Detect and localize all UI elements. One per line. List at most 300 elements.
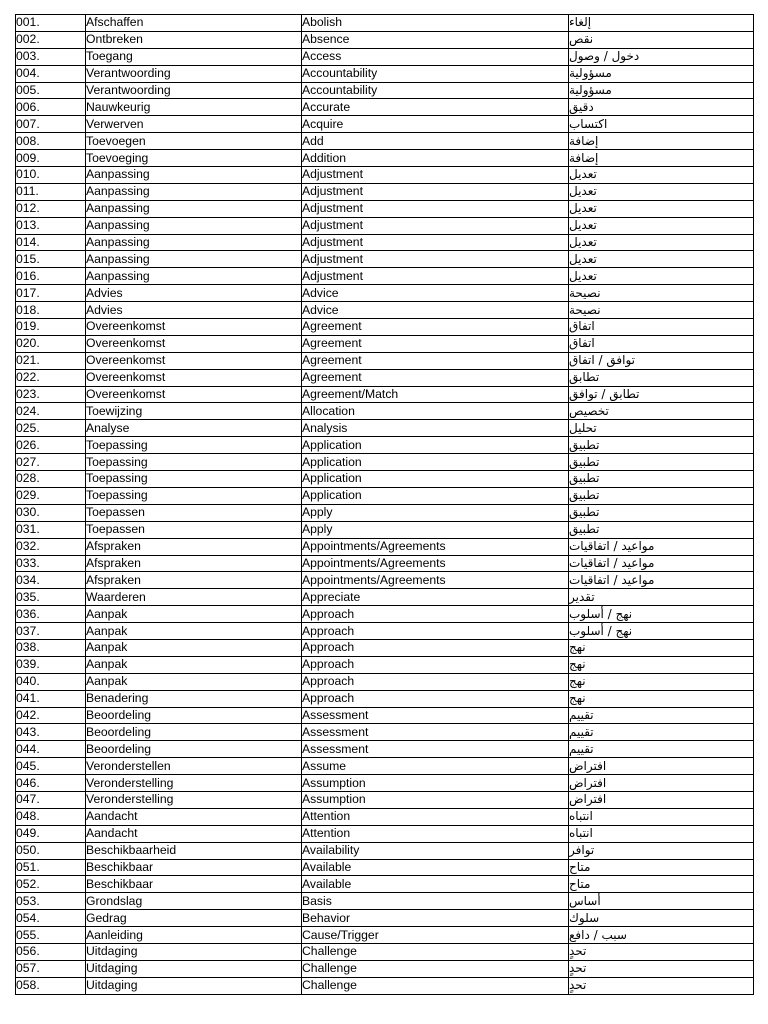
english-term-cell	[302, 707, 569, 724]
entry-number-cell	[16, 927, 86, 944]
table-row	[16, 504, 754, 521]
dutch-term: Aanpak	[86, 657, 128, 672]
entry-number-cell	[16, 960, 86, 977]
dutch-term-cell	[86, 48, 302, 65]
entry-number: 046.	[16, 775, 40, 790]
dutch-term-cell	[86, 420, 302, 437]
dutch-term-cell	[86, 943, 302, 960]
english-term: Attention	[302, 809, 351, 824]
table-row	[16, 167, 754, 184]
entry-number-cell	[16, 183, 86, 200]
english-term-cell	[302, 302, 569, 319]
dutch-term: Analyse	[86, 420, 130, 435]
dutch-term: Ontbreken	[86, 32, 143, 47]
english-term-cell	[302, 319, 569, 336]
arabic-term-cell	[569, 707, 754, 724]
english-term: Assessment	[302, 707, 369, 722]
table-row	[16, 893, 754, 910]
table-row	[16, 82, 754, 99]
english-term-cell	[302, 639, 569, 656]
english-term-cell	[302, 775, 569, 792]
table-row	[16, 234, 754, 251]
dutch-term: Aanpassing	[86, 268, 150, 283]
vocabulary-table-body	[16, 15, 754, 995]
dutch-term-cell	[86, 606, 302, 623]
entry-number-cell	[16, 623, 86, 640]
english-term-cell	[302, 150, 569, 167]
dutch-term-cell	[86, 167, 302, 184]
entry-number: 012.	[16, 201, 40, 216]
arabic-term-cell	[569, 842, 754, 859]
entry-number-cell	[16, 99, 86, 116]
english-term: Analysis	[302, 420, 348, 435]
english-term: Assessment	[302, 724, 369, 739]
dutch-term-cell	[86, 471, 302, 488]
entry-number-cell	[16, 724, 86, 741]
english-term-cell	[302, 791, 569, 808]
entry-number-cell	[16, 876, 86, 893]
entry-number-cell	[16, 420, 86, 437]
table-row	[16, 876, 754, 893]
english-term-cell	[302, 82, 569, 99]
arabic-term: مسؤولية	[569, 83, 612, 97]
entry-number-cell	[16, 403, 86, 420]
dutch-term-cell	[86, 437, 302, 454]
arabic-term-cell	[569, 268, 754, 285]
english-term: Adjustment	[302, 218, 363, 233]
arabic-term-cell	[569, 167, 754, 184]
arabic-term-cell	[569, 910, 754, 927]
english-term-cell	[302, 572, 569, 589]
english-term-cell	[302, 403, 569, 420]
english-term-cell	[302, 200, 569, 217]
entry-number: 055.	[16, 927, 40, 942]
english-term: Adjustment	[302, 184, 363, 199]
arabic-term-cell	[569, 352, 754, 369]
entry-number-cell	[16, 487, 86, 504]
table-row	[16, 808, 754, 825]
arabic-term-cell	[569, 673, 754, 690]
arabic-term: أساس	[569, 893, 601, 908]
dutch-term-cell	[86, 31, 302, 48]
english-term: Available	[302, 876, 352, 891]
entry-number-cell	[16, 673, 86, 690]
entry-number: 058.	[16, 978, 40, 993]
table-row	[16, 31, 754, 48]
english-term: Application	[302, 488, 362, 503]
arabic-term: تحدٍ	[569, 961, 587, 976]
entry-number: 029.	[16, 488, 40, 503]
dutch-term-cell	[86, 758, 302, 775]
english-term-cell	[302, 454, 569, 471]
arabic-term: اتفاق	[569, 319, 595, 334]
dutch-term-cell	[86, 690, 302, 707]
english-term-cell	[302, 133, 569, 150]
arabic-term-cell	[569, 758, 754, 775]
table-row	[16, 65, 754, 82]
arabic-term-cell	[569, 471, 754, 488]
dutch-term-cell	[86, 487, 302, 504]
arabic-term-cell	[569, 927, 754, 944]
arabic-term-cell	[569, 487, 754, 504]
dutch-term-cell	[86, 842, 302, 859]
table-row	[16, 437, 754, 454]
table-row	[16, 943, 754, 960]
arabic-term-cell	[569, 15, 754, 32]
entry-number: 001.	[16, 15, 40, 30]
entry-number: 035.	[16, 589, 40, 604]
table-row	[16, 741, 754, 758]
arabic-term: نهج	[569, 640, 586, 655]
english-term-cell	[302, 386, 569, 403]
entry-number-cell	[16, 471, 86, 488]
english-term-cell	[302, 335, 569, 352]
entry-number: 024.	[16, 403, 40, 418]
table-row	[16, 471, 754, 488]
english-term: Appreciate	[302, 589, 361, 604]
entry-number-cell	[16, 167, 86, 184]
entry-number-cell	[16, 116, 86, 133]
english-term: Agreement	[302, 336, 362, 351]
entry-number: 056.	[16, 944, 40, 959]
entry-number: 010.	[16, 167, 40, 182]
english-term-cell	[302, 268, 569, 285]
dutch-term-cell	[86, 775, 302, 792]
table-row	[16, 200, 754, 217]
arabic-term-cell	[569, 960, 754, 977]
table-row	[16, 623, 754, 640]
arabic-term-cell	[569, 504, 754, 521]
dutch-term-cell	[86, 555, 302, 572]
arabic-term: إلغاء	[569, 15, 592, 30]
english-term: Adjustment	[302, 201, 363, 216]
english-term: Absence	[302, 32, 350, 47]
english-term: Approach	[302, 640, 355, 655]
dutch-term-cell	[86, 876, 302, 893]
dutch-term: Toegang	[86, 49, 133, 64]
english-term-cell	[302, 437, 569, 454]
entry-number: 021.	[16, 353, 40, 368]
entry-number-cell	[16, 234, 86, 251]
dutch-term-cell	[86, 927, 302, 944]
dutch-term-cell	[86, 251, 302, 268]
arabic-term: مسؤولية	[569, 66, 612, 81]
entry-number: 032.	[16, 539, 40, 554]
english-term: Allocation	[302, 403, 355, 418]
arabic-term: نهج / أسلوب	[569, 606, 633, 621]
english-term: Adjustment	[302, 268, 363, 283]
arabic-term: تطبيق	[569, 505, 600, 520]
table-row	[16, 589, 754, 606]
entry-number: 038.	[16, 640, 40, 655]
dutch-term: Beoordeling	[86, 724, 152, 739]
arabic-term: تطبيق	[569, 454, 600, 469]
entry-number: 005.	[16, 83, 40, 97]
dutch-term-cell	[86, 285, 302, 302]
english-term: Application	[302, 471, 362, 486]
english-term-cell	[302, 859, 569, 876]
entry-number: 025.	[16, 420, 40, 435]
arabic-term-cell	[569, 99, 754, 116]
entry-number-cell	[16, 454, 86, 471]
english-term-cell	[302, 471, 569, 488]
english-term-cell	[302, 927, 569, 944]
arabic-term-cell	[569, 48, 754, 65]
dutch-term-cell	[86, 808, 302, 825]
entry-number-cell	[16, 369, 86, 386]
dutch-term: Toepassen	[86, 522, 145, 537]
english-term-cell	[302, 943, 569, 960]
dutch-term-cell	[86, 352, 302, 369]
table-row	[16, 285, 754, 302]
table-row	[16, 183, 754, 200]
english-term: Adjustment	[302, 235, 363, 250]
entry-number-cell	[16, 217, 86, 234]
english-term-cell	[302, 606, 569, 623]
entry-number: 016.	[16, 268, 40, 283]
english-term: Attention	[302, 826, 351, 841]
dutch-term: Aandacht	[86, 826, 138, 841]
arabic-term-cell	[569, 302, 754, 319]
arabic-term: دخول / وصول	[569, 49, 640, 64]
arabic-term: تطابق	[569, 370, 600, 385]
dutch-term: Aanpak	[86, 640, 128, 655]
table-row	[16, 133, 754, 150]
arabic-term: تحدٍ	[569, 978, 587, 993]
entry-number: 004.	[16, 66, 40, 81]
table-row	[16, 403, 754, 420]
english-term-cell	[302, 15, 569, 32]
arabic-term-cell	[569, 200, 754, 217]
table-row	[16, 352, 754, 369]
dutch-term: Benadering	[86, 691, 149, 706]
entry-number-cell	[16, 589, 86, 606]
table-row	[16, 538, 754, 555]
entry-number: 037.	[16, 623, 40, 638]
entry-number: 034.	[16, 572, 40, 587]
table-row	[16, 775, 754, 792]
arabic-term: تطبيق	[569, 471, 600, 486]
english-term-cell	[302, 808, 569, 825]
dutch-term-cell	[86, 538, 302, 555]
english-term: Availability	[302, 843, 360, 858]
entry-number-cell	[16, 437, 86, 454]
entry-number-cell	[16, 842, 86, 859]
english-term-cell	[302, 825, 569, 842]
dutch-term: Overeenkomst	[86, 387, 166, 402]
entry-number: 020.	[16, 336, 40, 351]
english-term-cell	[302, 48, 569, 65]
entry-number-cell	[16, 521, 86, 538]
table-row	[16, 319, 754, 336]
arabic-term: إضافة	[569, 150, 599, 165]
english-term: Assumption	[302, 775, 366, 790]
arabic-term-cell	[569, 943, 754, 960]
entry-number-cell	[16, 319, 86, 336]
arabic-term: تقييم	[569, 707, 594, 722]
entry-number: 009.	[16, 150, 40, 165]
entry-number: 036.	[16, 606, 40, 621]
dutch-term-cell	[86, 403, 302, 420]
table-row	[16, 302, 754, 319]
dutch-term-cell	[86, 893, 302, 910]
dutch-term: Nauwkeurig	[86, 99, 151, 114]
arabic-term: تعديل	[569, 184, 597, 199]
table-row	[16, 369, 754, 386]
arabic-term: افتراض	[569, 792, 607, 807]
table-row	[16, 454, 754, 471]
dutch-term-cell	[86, 234, 302, 251]
arabic-term-cell	[569, 82, 754, 99]
entry-number-cell	[16, 910, 86, 927]
arabic-term-cell	[569, 639, 754, 656]
dutch-term-cell	[86, 859, 302, 876]
english-term-cell	[302, 741, 569, 758]
table-row	[16, 420, 754, 437]
arabic-term-cell	[569, 133, 754, 150]
entry-number-cell	[16, 893, 86, 910]
entry-number: 028.	[16, 471, 40, 486]
table-row	[16, 555, 754, 572]
table-row	[16, 927, 754, 944]
entry-number: 019.	[16, 319, 40, 334]
english-term-cell	[302, 656, 569, 673]
arabic-term: مواعيد / اتفاقيات	[569, 572, 655, 587]
english-term: Appointments/Agreements	[302, 555, 446, 570]
dutch-term: Verantwoording	[86, 83, 171, 97]
english-term-cell	[302, 623, 569, 640]
arabic-term: توافر	[569, 843, 595, 858]
table-row	[16, 116, 754, 133]
english-term-cell	[302, 352, 569, 369]
english-term: Application	[302, 437, 362, 452]
entry-number-cell	[16, 302, 86, 319]
dutch-term-cell	[86, 791, 302, 808]
entry-number-cell	[16, 808, 86, 825]
dutch-term-cell	[86, 133, 302, 150]
dutch-term-cell	[86, 217, 302, 234]
dutch-term: Uitdaging	[86, 944, 138, 959]
dutch-term-cell	[86, 673, 302, 690]
arabic-term: تعديل	[569, 167, 597, 182]
arabic-term: نهج	[569, 691, 586, 706]
entry-number: 022.	[16, 370, 40, 385]
english-term: Advice	[302, 302, 339, 317]
arabic-term-cell	[569, 538, 754, 555]
arabic-term-cell	[569, 623, 754, 640]
dutch-term-cell	[86, 15, 302, 32]
dutch-term: Toepassing	[86, 488, 148, 503]
arabic-term: تطبيق	[569, 522, 600, 537]
arabic-term: نهج	[569, 657, 586, 672]
dutch-term-cell	[86, 200, 302, 217]
arabic-term-cell	[569, 791, 754, 808]
arabic-term: مواعيد / اتفاقيات	[569, 539, 655, 554]
entry-number-cell	[16, 133, 86, 150]
entry-number-cell	[16, 65, 86, 82]
arabic-term: متاح	[569, 859, 591, 874]
dutch-term: Aanpak	[86, 606, 128, 621]
entry-number-cell	[16, 775, 86, 792]
dutch-term: Uitdaging	[86, 961, 138, 976]
arabic-term: تعديل	[569, 218, 597, 233]
english-term-cell	[302, 842, 569, 859]
dutch-term: Toepassen	[86, 505, 145, 520]
entry-number: 050.	[16, 843, 40, 858]
arabic-term-cell	[569, 724, 754, 741]
entry-number-cell	[16, 555, 86, 572]
entry-number-cell	[16, 690, 86, 707]
arabic-term: نصيحة	[569, 285, 601, 300]
dutch-term: Toepassing	[86, 454, 148, 469]
dutch-term: Aanleiding	[86, 927, 143, 942]
english-term-cell	[302, 420, 569, 437]
arabic-term-cell	[569, 217, 754, 234]
dutch-term: Aanpassing	[86, 235, 150, 250]
dutch-term: Aanpassing	[86, 218, 150, 233]
arabic-term-cell	[569, 555, 754, 572]
dutch-term: Aanpak	[86, 623, 128, 638]
arabic-term-cell	[569, 437, 754, 454]
entry-number-cell	[16, 758, 86, 775]
dutch-term: Gedrag	[86, 910, 127, 925]
dutch-term: Uitdaging	[86, 978, 138, 993]
table-row	[16, 673, 754, 690]
entry-number: 006.	[16, 99, 40, 114]
dutch-term-cell	[86, 369, 302, 386]
arabic-term-cell	[569, 234, 754, 251]
english-term-cell	[302, 589, 569, 606]
entry-number: 045.	[16, 758, 40, 773]
dutch-term: Verwerven	[86, 116, 144, 131]
table-row	[16, 724, 754, 741]
arabic-term: نهج	[569, 674, 586, 689]
vocabulary-table	[15, 14, 754, 995]
english-term: Adjustment	[302, 167, 363, 182]
dutch-term: Beoordeling	[86, 741, 152, 756]
english-term: Available	[302, 859, 352, 874]
english-term: Addition	[302, 150, 347, 165]
arabic-term: اكتساب	[569, 116, 608, 131]
arabic-term: نهج / أسلوب	[569, 623, 633, 638]
dutch-term-cell	[86, 741, 302, 758]
entry-number-cell	[16, 15, 86, 32]
english-term: Apply	[302, 505, 333, 520]
arabic-term: سبب / دافع	[569, 927, 627, 942]
english-term-cell	[302, 65, 569, 82]
arabic-term: نصيحة	[569, 302, 601, 317]
english-term: Accountability	[302, 66, 378, 81]
arabic-term: دقيق	[569, 99, 594, 114]
english-term-cell	[302, 99, 569, 116]
arabic-term-cell	[569, 319, 754, 336]
arabic-term-cell	[569, 251, 754, 268]
english-term-cell	[302, 234, 569, 251]
table-row	[16, 910, 754, 927]
entry-number: 031.	[16, 522, 40, 537]
dutch-term: Beoordeling	[86, 707, 152, 722]
dutch-term-cell	[86, 454, 302, 471]
arabic-term-cell	[569, 183, 754, 200]
dutch-term: Afschaffen	[86, 15, 144, 30]
dutch-term: Afspraken	[86, 555, 141, 570]
entry-number-cell	[16, 285, 86, 302]
arabic-term: تعديل	[569, 201, 597, 216]
english-term-cell	[302, 673, 569, 690]
arabic-term: تحدٍ	[569, 944, 587, 959]
entry-number: 008.	[16, 133, 40, 148]
arabic-term-cell	[569, 65, 754, 82]
